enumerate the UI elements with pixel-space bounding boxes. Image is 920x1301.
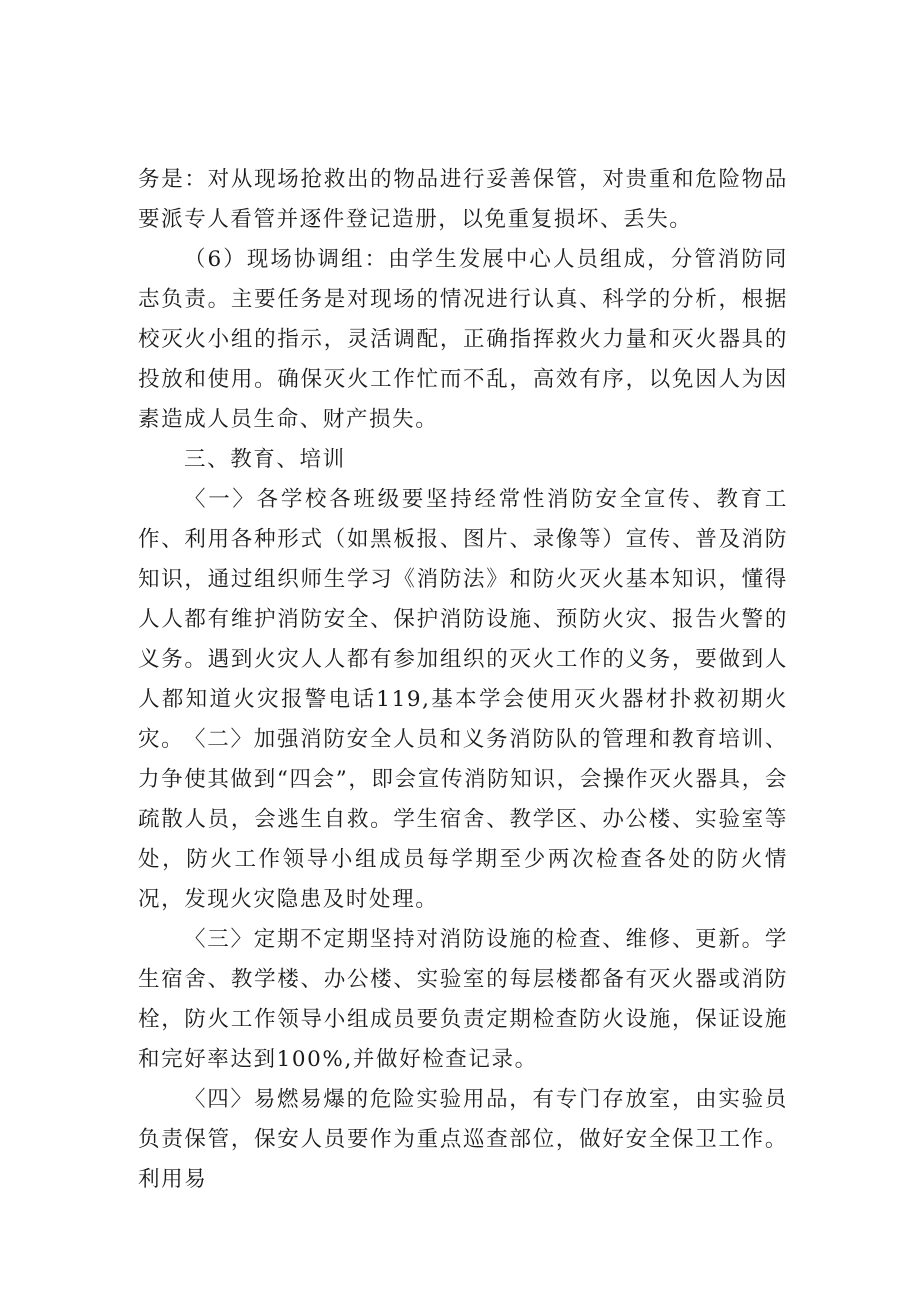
paragraph-item-3: 〈三〉定期不定期坚持对消防设施的检查、维修、更新。学生宿舍、教学楼、办公楼、实验室的每层楼都备有灭火器或消防栓，防火工作领导小组成员要负责定期检查防火设施，保证设施和完好率达到100%,并做好检查记录。 [138,927,788,1072]
paragraph-item-2: 〈二〉加强消防安全人员和义务消防队的管理和教育培训、力争使其做到“四会”，即会宣传消防知识，会操作灭火器具，会疏散人员，会逃生自救。学生宿舍、教学区、办公楼、实验室等处，防火工作领导小组成员每学期至少两次检查各处的防火情况，发现火灾隐患及时处理。 [138,727,788,912]
section-heading-education-training: 三、教育、培训 [184,447,346,472]
paragraph-item-4: 〈四〉易燃易爆的危险实验用品，有专门存放室，由实验员负责保管，保安人员要作为重点巡查部位，做好安全保卫工作。利用易 [138,1087,788,1192]
paragraph-continuation: 务是：对从现场抢救出的物品进行妥善保管，对贵重和危险物品要派专人看管并逐件登记造册，以免重复损坏、丢失。 [138,167,788,232]
paragraph-item-1: 〈一〉各学校各班级要坚持经常性消防安全宣传、教育工作、利用各种形式（如黑板报、图片、录像等）宣传、普及消防知识，通过组织师生学习《消防法》和防火灭火基本知识，懂得人人都有维护消防安全、保护消防设施、预防火灾、报告火警的义务。遇到火灾人人都有参加组织的灭火工作的义务，要做到人人都知道火灾报警电话119,基本学会使用灭火器材扑救初期火灾。 [138,487,788,752]
paragraph-site-coordination: （6）现场协调组：由学生发展中心人员组成，分管消防同志负责。主要任务是对现场的情况进行认真、科学的分析，根据校灭火小组的指示，灵活调配，正确指挥救火力量和灭火器具的投放和使用。确保灭火工作忙而不乱，高效有序，以免因人为因素造成人员生命、财产损失。 [138,247,788,432]
